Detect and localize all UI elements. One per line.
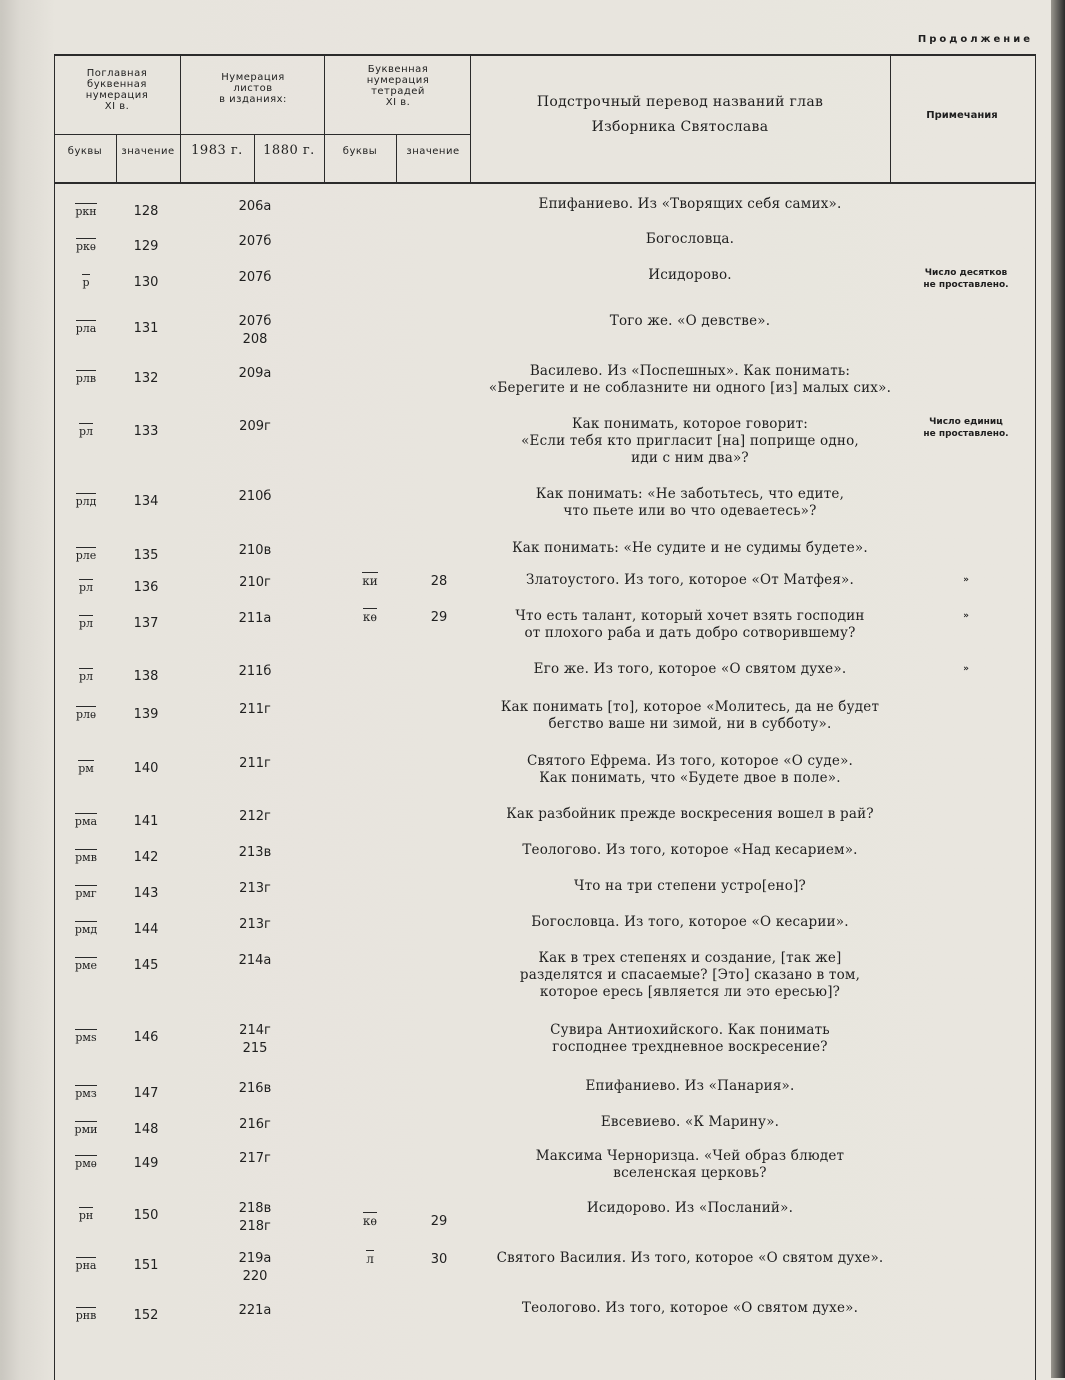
chapter-title: Теологово. Из того, которое «О святом духе».	[521, 1300, 859, 1316]
leaf-number: 216г	[239, 1117, 271, 1132]
chapter-letter-text: рмз	[75, 1087, 97, 1100]
header-vline	[324, 54, 325, 182]
chapter-title: Того же. «О девстве».	[609, 313, 771, 329]
chapter-number: 128	[133, 204, 159, 219]
chapter-letter	[64, 205, 108, 218]
chapter-number: 138	[133, 669, 159, 684]
leaf-number: 211б	[238, 664, 272, 679]
chapter-letter	[64, 495, 108, 508]
running-head: Продолжение	[917, 34, 1033, 45]
chapter-number: 149	[133, 1156, 159, 1171]
chapter-letter-text: рн	[78, 1209, 94, 1222]
chapter-letter-text: рл	[78, 670, 94, 683]
chapter-number: 139	[133, 707, 159, 722]
chapter-number: 152	[133, 1308, 159, 1323]
chapter-letter-text: рм	[78, 762, 94, 775]
chapter-letter	[64, 549, 108, 562]
leaf-number: 213г	[239, 917, 271, 932]
header-divider	[324, 134, 470, 135]
chapter-title: Как понимать: «Не заботьтесь, что едите, что пьете или во что одеваетесь»?	[535, 486, 845, 519]
leaf-number: 207б	[238, 234, 272, 249]
header-vline	[396, 134, 397, 182]
note: »	[963, 575, 969, 585]
chapter-letter-text: рмг	[75, 887, 97, 900]
leaf-number: 210б	[238, 489, 272, 504]
chapter-letter	[64, 240, 108, 253]
chapter-letter-text: рле	[75, 549, 97, 562]
leaf-number: 211г	[239, 756, 271, 771]
leaf-number: 213в	[238, 845, 272, 860]
leaf-number: 212г	[239, 809, 271, 824]
chapter-letter	[64, 1123, 108, 1136]
quire-number: 29	[430, 610, 448, 625]
chapter-letter-text: рл	[78, 617, 94, 630]
chapter-letter	[64, 372, 108, 385]
leaf-number: 214а	[238, 953, 272, 968]
subheader-quire-value: значение	[406, 146, 460, 157]
chapter-letter-text: рмд	[74, 923, 98, 936]
leaf-number: 210в	[238, 543, 272, 558]
chapter-title: Евсевиево. «К Марину».	[600, 1114, 780, 1130]
chapter-number: 134	[133, 494, 159, 509]
note: Число десятков не проставлено.	[923, 268, 1009, 290]
chapter-title: Теологово. Из того, которое «Над кесарием».	[522, 842, 858, 858]
note: »	[963, 611, 969, 621]
chapter-letter	[64, 1157, 108, 1170]
chapter-letter	[64, 887, 108, 900]
chapter-title: Как разбойник прежде воскресения вошел в рай?	[506, 806, 874, 822]
subheader-letters: буквы	[67, 146, 103, 157]
chapter-letter	[64, 617, 108, 630]
leaf-number: 221а	[238, 1303, 272, 1318]
chapter-letter	[64, 851, 108, 864]
header-letter-numbering: Поглавная буквенная нумерация XI в.	[85, 68, 149, 112]
chapter-title: Святого Василия. Из того, которое «О святом духе».	[496, 1250, 884, 1266]
chapter-number: 137	[133, 616, 159, 631]
chapter-number: 146	[133, 1030, 159, 1045]
chapter-letter-text: рлв	[75, 372, 97, 385]
chapter-letter-text: рмв	[75, 851, 97, 864]
header-divider	[180, 134, 324, 135]
note: »	[963, 664, 969, 674]
chapter-letter	[64, 425, 108, 438]
chapter-number: 147	[133, 1086, 159, 1101]
subheader-value: значение	[121, 146, 175, 157]
leaf-number: 211г	[239, 702, 271, 717]
leaf-number: 207б	[238, 270, 272, 285]
quire-letter-text: кѳ	[362, 610, 378, 624]
chapter-number: 140	[133, 761, 159, 776]
page-gutter	[1051, 0, 1065, 1378]
quire-letter	[350, 1252, 390, 1266]
header-notes-column: Примечания	[926, 110, 998, 121]
chapter-letter-text: рна	[75, 1259, 97, 1272]
chapter-letter	[64, 670, 108, 683]
chapter-letter	[64, 708, 108, 721]
chapter-letter	[64, 322, 108, 335]
chapter-letter	[64, 815, 108, 828]
leaf-number: 216в	[238, 1081, 272, 1096]
chapter-number: 136	[133, 580, 159, 595]
chapter-number: 130	[133, 275, 159, 290]
chapter-title: Златоустого. Из того, которое «От Матфея».	[526, 572, 854, 588]
chapter-number: 151	[133, 1258, 159, 1273]
chapter-letter	[64, 1259, 108, 1272]
chapter-title: Сувира Антиохийского. Как понимать господнее трехдневное воскресение?	[550, 1022, 830, 1055]
chapter-letter-text: рлѳ	[75, 708, 97, 721]
leaf-number: 206а	[238, 199, 272, 214]
chapter-title: Что есть талант, который хочет взять господин от плохого раба и дать добро сотворившему?	[515, 608, 865, 641]
quire-number: 30	[430, 1252, 448, 1267]
chapter-title: Как понимать, которое говорит: «Если тебя кто пригласит [на] поприще одно, иди с ним два»?	[521, 416, 859, 466]
leaf-number: 219а 220	[238, 1251, 272, 1284]
header-vline	[254, 134, 255, 182]
table	[54, 54, 1036, 1378]
chapter-title: Как в трех степенях и создание, [так же] разделятся и спасаемые? [Это] сказано в том, которое ересь [является ли это ересью]?	[519, 950, 861, 1000]
chapter-letter	[64, 581, 108, 594]
chapter-title: Максима Черноризца. «Чей образ блюдет вселенская церковь?	[535, 1148, 845, 1181]
header-quire-numbering: Буквенная нумерация тетрадей XI в.	[366, 64, 430, 108]
header-divider	[54, 134, 180, 135]
chapter-number: 144	[133, 922, 159, 937]
leaf-number: 209а	[238, 366, 272, 381]
subheader-quire-letters: буквы	[342, 146, 378, 157]
quire-letter	[350, 1214, 390, 1228]
chapter-number: 135	[133, 548, 159, 563]
leaf-number: 211а	[238, 611, 272, 626]
chapter-number: 133	[133, 424, 159, 439]
chapter-letter-text: рме	[74, 959, 98, 972]
chapter-title: Богословца.	[645, 231, 735, 247]
header-title-column: Подстрочный перевод названий глав Изборника Святослава	[536, 94, 824, 135]
quire-letter-text: ки	[362, 574, 378, 588]
quire-letter-text: кѳ	[362, 1214, 378, 1228]
leaf-number: 207б 208	[238, 314, 272, 347]
chapter-letter	[64, 1309, 108, 1322]
chapter-letter-text: рми	[74, 1123, 98, 1136]
leaf-number: 213г	[239, 881, 271, 896]
chapter-letter	[64, 762, 108, 775]
subheader-1983: 1983 г.	[191, 143, 243, 158]
chapter-number: 148	[133, 1122, 159, 1137]
chapter-letter-text: рлд	[75, 495, 97, 508]
chapter-letter-text: рма	[74, 815, 98, 828]
chapter-letter	[64, 1031, 108, 1044]
chapter-letter-text: рмѕ	[75, 1031, 97, 1044]
chapter-letter	[64, 1209, 108, 1222]
header-vline	[116, 134, 117, 182]
chapter-letter	[64, 276, 108, 289]
note: Число единиц не проставлено.	[923, 417, 1009, 439]
leaf-number: 218в 218г	[238, 1201, 272, 1234]
chapter-title: Епифаниево. Из «Творящих себя самих».	[538, 196, 842, 212]
chapter-title: Василево. Из «Поспешных». Как понимать: «Берегите и не соблазните ни одного [из] малых сих».	[488, 363, 892, 396]
header-leaf-numbering: Нумерация листов в изданиях:	[219, 72, 287, 105]
chapter-letter-text: рл	[78, 581, 94, 594]
quire-number: 28	[430, 574, 448, 589]
quire-number: 29	[430, 1214, 448, 1229]
quire-letter	[350, 574, 390, 588]
chapter-letter	[64, 923, 108, 936]
chapter-title: Богословца. Из того, которое «О кесарии».	[531, 914, 849, 930]
chapter-title: Как понимать: «Не судите и не судимы будете».	[512, 540, 868, 556]
chapter-number: 142	[133, 850, 159, 865]
chapter-letter	[64, 959, 108, 972]
header-vline	[180, 54, 181, 182]
chapter-number: 132	[133, 371, 159, 386]
chapter-letter-text: рла	[75, 322, 97, 335]
chapter-title: Епифаниево. Из «Панария».	[585, 1078, 795, 1094]
chapter-letter-text: рмѳ	[75, 1157, 97, 1170]
chapter-title: Как понимать [то], которое «Молитесь, да не будет бегство ваше ни зимой, ни в субботу».	[500, 699, 880, 732]
chapter-letter-text: ркѳ	[76, 240, 96, 253]
chapter-number: 131	[133, 321, 159, 336]
chapter-number: 145	[133, 958, 159, 973]
chapter-letter	[64, 1087, 108, 1100]
chapter-letter-text: ркн	[75, 205, 97, 218]
leaf-number: 210г	[239, 575, 271, 590]
chapter-number: 129	[133, 239, 159, 254]
chapter-number: 141	[133, 814, 159, 829]
subheader-1880: 1880 г.	[263, 143, 315, 158]
quire-letter-text: л	[366, 1252, 374, 1266]
chapter-letter-text: р	[82, 276, 90, 289]
leaf-number: 209г	[239, 419, 271, 434]
header-bottom-rule	[54, 182, 1036, 184]
chapter-title: Его же. Из того, которое «О святом духе».	[533, 661, 847, 677]
chapter-letter-text: рнв	[75, 1309, 97, 1322]
chapter-number: 150	[133, 1208, 159, 1223]
chapter-letter-text: рл	[78, 425, 94, 438]
chapter-title: Что на три степени устро[ено]?	[574, 878, 806, 894]
quire-letter	[350, 610, 390, 624]
leaf-number: 217г	[239, 1151, 271, 1166]
chapter-title: Исидорово.	[648, 267, 732, 283]
chapter-title: Святого Ефрема. Из того, которое «О суде». Как понимать, что «Будете двое в поле».	[526, 753, 854, 786]
leaf-number: 214г 215	[239, 1023, 271, 1056]
chapter-number: 143	[133, 886, 159, 901]
chapter-title: Исидорово. Из «Посланий».	[586, 1200, 794, 1216]
